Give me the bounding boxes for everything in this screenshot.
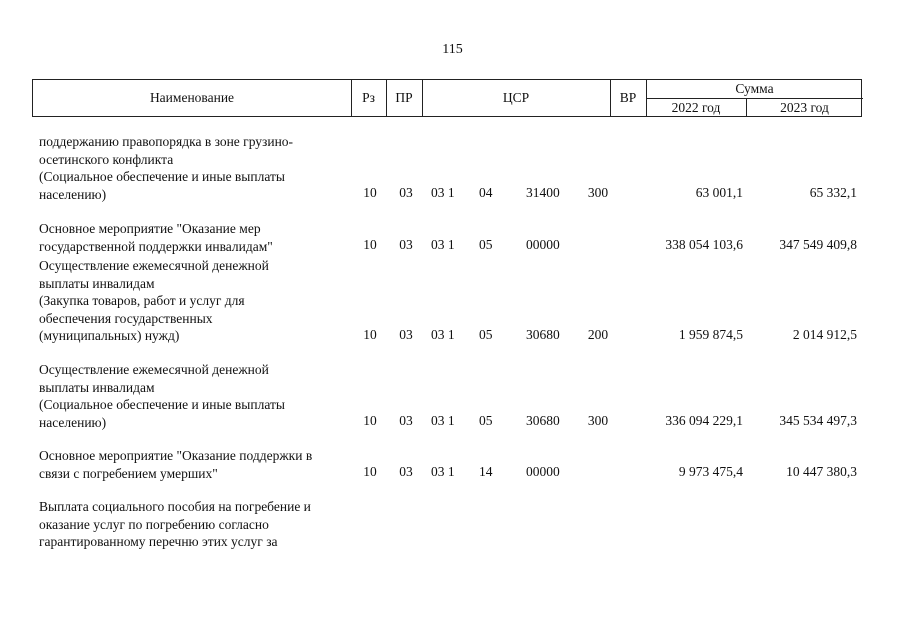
row-rz: 10 [363,185,377,200]
row-csr-event: 05 [479,327,493,342]
row-sum-2023: 2 014 912,5 [792,327,857,342]
row-csr-program: 03 1 [431,237,455,252]
header-pr: ПР [395,90,413,105]
row-csr-event: 14 [479,464,493,479]
row-pr: 03 [399,464,413,479]
header-sum: Сумма [735,81,774,96]
row-name-line: Основное мероприятие "Оказание поддержки в [39,448,313,463]
row-sum-2023: 10 447 380,3 [786,464,857,479]
row-rz: 10 [363,237,377,252]
row-name-line: обеспечения государственных [39,310,213,326]
row-sum-2022: 1 959 874,5 [678,327,743,342]
row-csr-program: 03 1 [431,464,455,479]
row-csr-program: 03 1 [431,327,455,342]
header-vr: ВР [619,90,637,105]
row-name [39,361,359,431]
row-name-line: гарантированному перечню этих услуг за [39,534,278,549]
row-rz: 10 [363,413,377,428]
row-name-line: (Закупка товаров, работ и услуг для [39,293,245,308]
row-csr-event: 05 [479,237,493,252]
row-name-line: Основное мероприятие "Оказание мер [39,221,261,236]
row-vr: 300 [587,185,609,200]
row-name-line: (Социальное обеспечение и иные выплаты [39,169,285,184]
row-vr: 200 [587,327,609,342]
header-name: Наименование [149,90,235,105]
row-sum-2022: 338 054 103,6 [665,237,743,252]
row-name-line: Осуществление ежемесячной денежной [39,362,269,377]
row-name [39,447,359,482]
row-csr-event: 04 [479,185,493,200]
row-name-line: Осуществление ежемесячной денежной [39,258,269,273]
header-csr: ЦСР [502,90,530,105]
row-name [39,257,359,345]
row-vr: 300 [587,413,609,428]
row-pr: 03 [399,237,413,252]
row-rz: 10 [363,327,377,342]
row-sum-2023: 345 534 497,3 [779,413,857,428]
row-pr: 03 [399,413,413,428]
row-name [39,133,359,203]
row-sum-2022: 336 094 229,1 [665,413,743,428]
row-name-line: Выплата социального пособия на погребение и [39,499,311,514]
row-name-line: выплаты инвалидам [39,275,155,291]
row-name-line: выплаты инвалидам [39,379,155,395]
row-pr: 03 [399,327,413,342]
header-rz: Рз [362,90,375,105]
row-sum-2023: 65 332,1 [809,185,857,200]
page-number: 115 [442,42,463,57]
row-name-line: населению) [39,414,107,430]
row-csr-event: 05 [479,413,493,428]
row-csr-direction: 00000 [526,237,560,252]
row-name-line: (Социальное обеспечение и иные выплаты [39,397,285,412]
header-year-2022: 2022 год [671,99,721,115]
row-name [39,498,359,551]
row-name-line: связи с погребением умерших" [39,465,218,481]
row-rz: 10 [363,464,377,479]
row-name-line: осетинского конфликта [39,151,174,167]
row-name-line: (муниципальных) нужд) [39,328,180,343]
row-name-line: поддержанию правопорядка в зоне грузино- [39,134,294,149]
header-year-2023: 2023 год [780,99,829,115]
row-name [39,220,359,255]
table-header [32,79,862,117]
row-csr-direction: 31400 [526,185,560,200]
row-sum-2023: 347 549 409,8 [779,237,857,252]
row-csr-direction: 30680 [526,413,560,428]
row-name-line: населению) [39,186,107,202]
row-pr: 03 [399,185,413,200]
row-csr-program: 03 1 [431,413,455,428]
row-csr-program: 03 1 [431,185,455,200]
row-sum-2022: 63 001,1 [695,185,743,200]
row-csr-direction: 30680 [526,327,560,342]
row-name-line: государственной поддержки инвалидам" [39,238,273,254]
row-csr-direction: 00000 [526,464,560,479]
row-sum-2022: 9 973 475,4 [678,464,743,479]
row-name-line: оказание услуг по погребению согласно [39,516,269,532]
